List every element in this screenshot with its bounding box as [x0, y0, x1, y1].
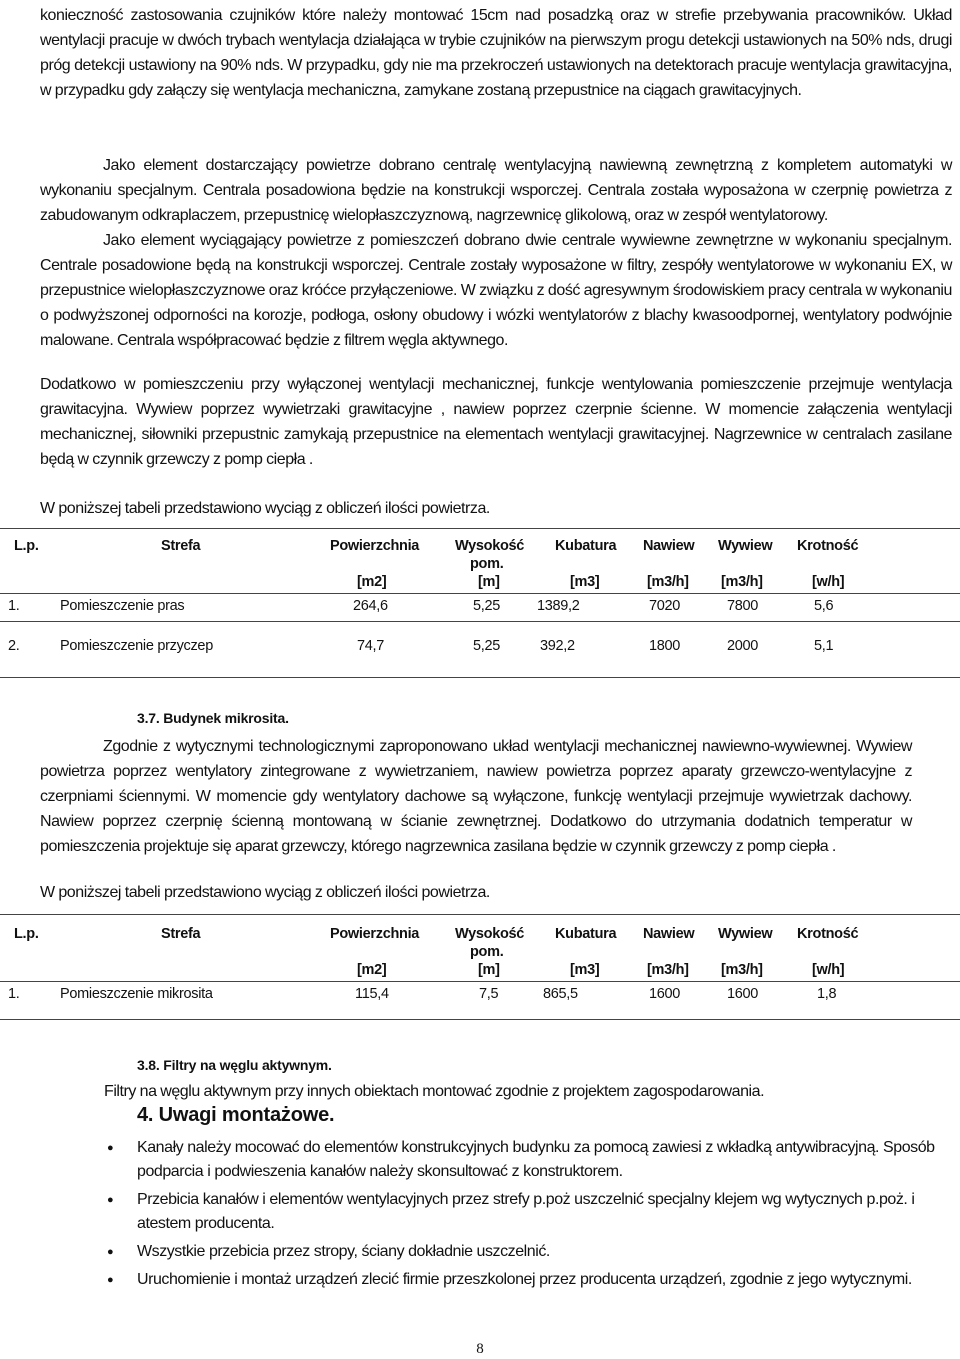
row1-lp: 1. [8, 986, 20, 1002]
paragraph-exhaust-units: Jako element wyciągający powietrze z pomieszczeń dobrano dwie centrale wywiewne zewnętrzne w wykonaniu specjalnym. Centrale posadowione będą na konstrukcji wsporczej. Centrale zostały wyposażone w filtry, zespóły wentylatorowe w wykonaniu EX, w przepustnice wielopłaszczyznowe oraz króćce przyłączeniowe. W związku z dość agresywnym środowiskiem pracy centrala w wykonaniu o podwyższonej odporności na korozje, podłoga, osłony obudowy i wózki wentylatorów z blachy kwasoodpornej, wentylatory podwójnie malowane. Centrala współpracować będzie z filtrem węgla aktywnego. [40, 232, 952, 349]
row1-powierzchnia: 264,6 [353, 598, 388, 614]
row1-strefa: Pomieszczenie pras [60, 598, 185, 614]
air-calculation-table-1 [0, 528, 960, 678]
section-3-7-text: Zgodnie z wytycznymi technologicznymi zaproponowano układ wentylacji mechanicznej nawiewno-wywiewnej. Wywiew powietrza poprzez wentylatory zintegrowane z wywietrzaniem, nawiew powietrza poprzez aparaty grzewczo-wentylacyjne z czerpniami ściennymi. W momencie gdy wentylatory dachowe są wyłączone, funkcję wentylacji przejmuje wywietrzak dachowy. Nawiew poprzez czerpnię ścienną montowaną w ścianie zewnętrznej. Dodatkowo do utrzymania dodatnich temperatur w pomieszczenia projektuje się aparat grzewczy, którego nagrzewnica zasilana będzie w czynnik grzewczy z pomp ciepła . [40, 738, 912, 855]
header-krotnosc: Krotność [797, 926, 859, 942]
header-wywiew: Wywiew [718, 926, 773, 942]
unit-wywiew: [m3/h] [721, 962, 763, 978]
header-wysokosc: Wysokość [455, 538, 525, 554]
table-intro-1: W poniższej tabeli przedstawiono wyciąg z obliczeń ilości powietrza. [40, 500, 490, 517]
air-calculation-table-2 [0, 914, 960, 1020]
paragraph-ventilation-modes: konieczność zastosowania czujników które należy montować 15cm nad posadzką oraz w strefie przebywania pracowników. Układ wentylacji pracuje w dwóch trybach wentylacja działająca w trybie czujników na pierwszym progu detekcji ustawionych na 50% nds, drugi próg detekcji ustawiony na 90% nds. W przypadku, gdy nie ma przekroczeń ustawionych na detektorach pracuje wentylacja grawitacyjna, w przypadku gdy załączy się wentylacja mechaniczna, zamykane zostaną przepustnice na ciągach grawitacyjnych. [40, 7, 952, 99]
list-item: ● Uruchomienie i montaż urządzeń zlecić firmie przeszkolonej przez producenta urządzeń, zgodnie z jego wytycznymi. [107, 1268, 947, 1292]
row1-wysokosc: 5,25 [473, 598, 501, 614]
section-3-7-heading: 3.7. Budynek mikrosita. [137, 710, 289, 726]
unit-nawiew: [m3/h] [647, 962, 689, 978]
row2-kubatura: 392,2 [540, 638, 575, 654]
header-strefa: Strefa [161, 538, 201, 554]
header-kubatura: Kubatura [555, 538, 617, 554]
header-strefa: Strefa [161, 926, 201, 942]
table-divider [0, 621, 960, 622]
table-divider [0, 593, 960, 594]
list-item: ● Kanały należy mocować do elementów konstrukcyjnych budynku za pomocą zawiesi z wkładką antywibracyjną. Sposób podparcia i podwieszenia kanałów należy skonsultować z konstruktorem. [107, 1136, 947, 1184]
unit-powierzchnia: [m2] [357, 962, 387, 978]
unit-krotnosc: [w/h] [812, 574, 845, 590]
unit-wywiew: [m3/h] [721, 574, 763, 590]
header-powierzchnia: Powierzchnia [330, 926, 420, 942]
header-wywiew: Wywiew [718, 538, 773, 554]
row1-wywiew: 1600 [727, 986, 759, 1002]
unit-wysokosc: [m] [478, 574, 500, 590]
row1-nawiew: 1600 [649, 986, 681, 1002]
row1-kubatura: 865,5 [543, 986, 578, 1002]
unit-kubatura: [m3] [570, 962, 600, 978]
header-nawiew: Nawiew [643, 926, 695, 942]
unit-nawiew: [m3/h] [647, 574, 689, 590]
row1-krotnosc: 1,8 [817, 986, 837, 1002]
row2-powierzchnia: 74,7 [357, 638, 385, 654]
list-item: ● Wszystkie przebicia przez stropy, ściany dokładnie uszczelnić. [107, 1240, 947, 1264]
list-item: ● Przebicia kanałów i elementów wentylacyjnych przez strefy p.poż uszczelnić specjalny klejem wg wytycznych p.poż. i atestem producenta. [107, 1188, 947, 1236]
row1-strefa: Pomieszczenie mikrosita [60, 986, 213, 1002]
row1-powierzchnia: 115,4 [355, 986, 389, 1002]
row1-wywiew: 7800 [727, 598, 759, 614]
header-wysokosc: Wysokość [455, 926, 525, 942]
header-wysokosc-pom: pom. [470, 556, 504, 572]
header-powierzchnia: Powierzchnia [330, 538, 420, 554]
table-divider [0, 981, 960, 982]
header-lp: L.p. [14, 538, 39, 554]
section-3-8-heading: 3.8. Filtry na węglu aktywnym. [137, 1057, 332, 1073]
paragraph-supply-unit: Jako element dostarczający powietrze dobrano centralę wentylacyjną nawiewną zewnętrzną z kompletem automatyki w wykonaniu specjalnym. Centrala posadowiona będzie na konstrukcji wsporczej. Centrala została wyposażona w czerpnię powietrza z zabudowanym odkraplaczem, przepustnicę wielopłaszczyznową, nagrzewnicę glikolową, oraz w zespół wentylatorowy. [40, 157, 952, 224]
row2-krotnosc: 5,1 [814, 638, 834, 654]
header-kubatura: Kubatura [555, 926, 617, 942]
section-3-8-text: Filtry na węglu aktywnym przy innych obiektach montować zgodnie z projektem zagospodarowania. [104, 1083, 765, 1100]
unit-wysokosc: [m] [478, 962, 500, 978]
unit-krotnosc: [w/h] [812, 962, 845, 978]
header-nawiew: Nawiew [643, 538, 695, 554]
table-intro-2: W poniższej tabeli przedstawiono wyciąg z obliczeń ilości powietrza. [40, 884, 490, 901]
mounting-notes-list [107, 1136, 947, 1296]
row2-strefa: Pomieszczenie przyczep [60, 638, 213, 654]
unit-powierzchnia: [m2] [357, 574, 387, 590]
row2-wywiew: 2000 [727, 638, 759, 654]
paragraph-gravity-ventilation: Dodatkowo w pomieszczeniu przy wyłączonej wentylacji mechanicznej, funkcje wentylowania pomieszczenie przejmuje wentylacja grawitacyjna. Wywiew poprzez wywietrzaki grawitacyjne , nawiew poprzez czerpnie ścienne. W momencie załączenia wentylacji mechanicznej, siłowniki przepustnic zamykają przepustnice na elementach wentylacji grawitacyjnej. Nagrzewnice w centralach zasilane będą w czynnik grzewczy z pomp ciepła . [40, 376, 952, 468]
header-krotnosc: Krotność [797, 538, 859, 554]
row1-krotnosc: 5,6 [814, 598, 834, 614]
row2-wysokosc: 5,25 [473, 638, 501, 654]
row1-kubatura: 1389,2 [537, 598, 580, 614]
row1-nawiew: 7020 [649, 598, 681, 614]
row2-nawiew: 1800 [649, 638, 681, 654]
row1-lp: 1. [8, 598, 20, 614]
unit-kubatura: [m3] [570, 574, 600, 590]
header-lp: L.p. [14, 926, 39, 942]
row2-lp: 2. [8, 638, 20, 654]
header-wysokosc-pom: pom. [470, 944, 504, 960]
page-number: 8 [476, 1341, 484, 1357]
section-4-heading: 4. Uwagi montażowe. [137, 1104, 335, 1126]
row1-wysokosc: 7,5 [479, 986, 499, 1002]
